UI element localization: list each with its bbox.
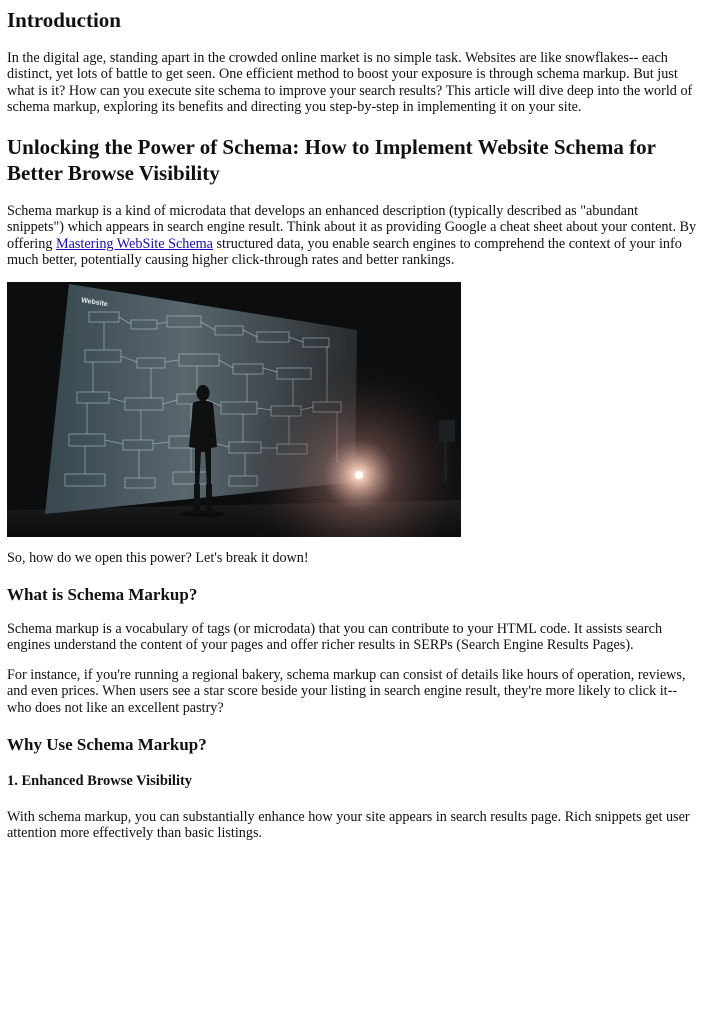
unlock-text-before-link: offering <box>7 235 56 252</box>
intro-line: In the digital age, standing apart in the crowded online market is no simple task. Websites are like snowflakes-- each <box>7 50 668 66</box>
intro-heading: Introduction <box>7 8 121 32</box>
what-line: who does not like an excellent pastry? <box>7 699 224 716</box>
intro-line: distinct, yet lots of battle to get seen. One efficient method to boost your exposure is through schema markup. But just <box>7 66 678 83</box>
what-line: engines understand the content of your pages and offer richer results in SERPs (Search Engine Results Pages). <box>7 637 634 654</box>
spotlight-icon <box>355 471 363 479</box>
what-paragraph-1 <box>7 621 719 654</box>
break-it-down-text: So, how do we open this power? Let's break it down! <box>7 550 309 566</box>
unlock-line: Schema markup is a kind of microdata that develops an enhanced description (typically described as "abundant <box>7 203 639 219</box>
unlock-heading-line: Better Browse Visibility <box>7 161 220 185</box>
unlock-line-with-link <box>7 236 719 252</box>
unlock-heading <box>7 134 656 186</box>
unlock-line: much better, potentially causing higher click-through rates and better rankings. <box>7 251 455 268</box>
why-paragraph <box>7 809 719 842</box>
why-subheading: 1. Enhanced Browse Visibility <box>7 773 193 789</box>
schema-wall-illustration <box>7 282 461 537</box>
unlock-line: snippets") which appears in search engine result. Think about it as providing Google a cheat sheet about your content. By <box>7 219 697 236</box>
what-line: and even prices. When users see a star score beside your listing in search engine result, they're more likely to click it-- <box>7 683 678 700</box>
intro-line: schema markup, exploring its benefits and directing you step-by-step in implementing it on your site. <box>7 98 582 115</box>
intro-paragraph <box>7 50 719 115</box>
why-line: With schema markup, you can substantially enhance how your site appears in search results page. Rich snippets get user <box>7 809 690 825</box>
hero-image <box>7 282 461 537</box>
why-heading: Why Use Schema Markup? <box>7 735 207 754</box>
why-line: attention more effectively than basic listings. <box>7 825 263 842</box>
what-paragraph-2 <box>7 667 719 716</box>
what-line: For instance, if you're running a regional bakery, schema markup can consist of details like hours of operation, reviews, <box>7 667 686 683</box>
spotlight-glow <box>7 282 461 537</box>
unlock-paragraph <box>7 203 719 268</box>
unlock-heading-line: Unlocking the Power of Schema: How to Implement Website Schema for <box>7 135 656 159</box>
what-line: Schema markup is a vocabulary of tags (or microdata) that you can contribute to your HTML code. It assists search <box>7 621 663 637</box>
unlock-text-after-link: structured data, you enable search engines to comprehend the context of your info <box>212 235 682 252</box>
intro-line: what is it? How can you execute site schema to improve your search results? This article will dive deep into the world of <box>7 82 693 99</box>
what-heading: What is Schema Markup? <box>7 585 198 604</box>
mastering-website-schema-link[interactable]: Mastering WebSite Schema <box>55 235 213 252</box>
